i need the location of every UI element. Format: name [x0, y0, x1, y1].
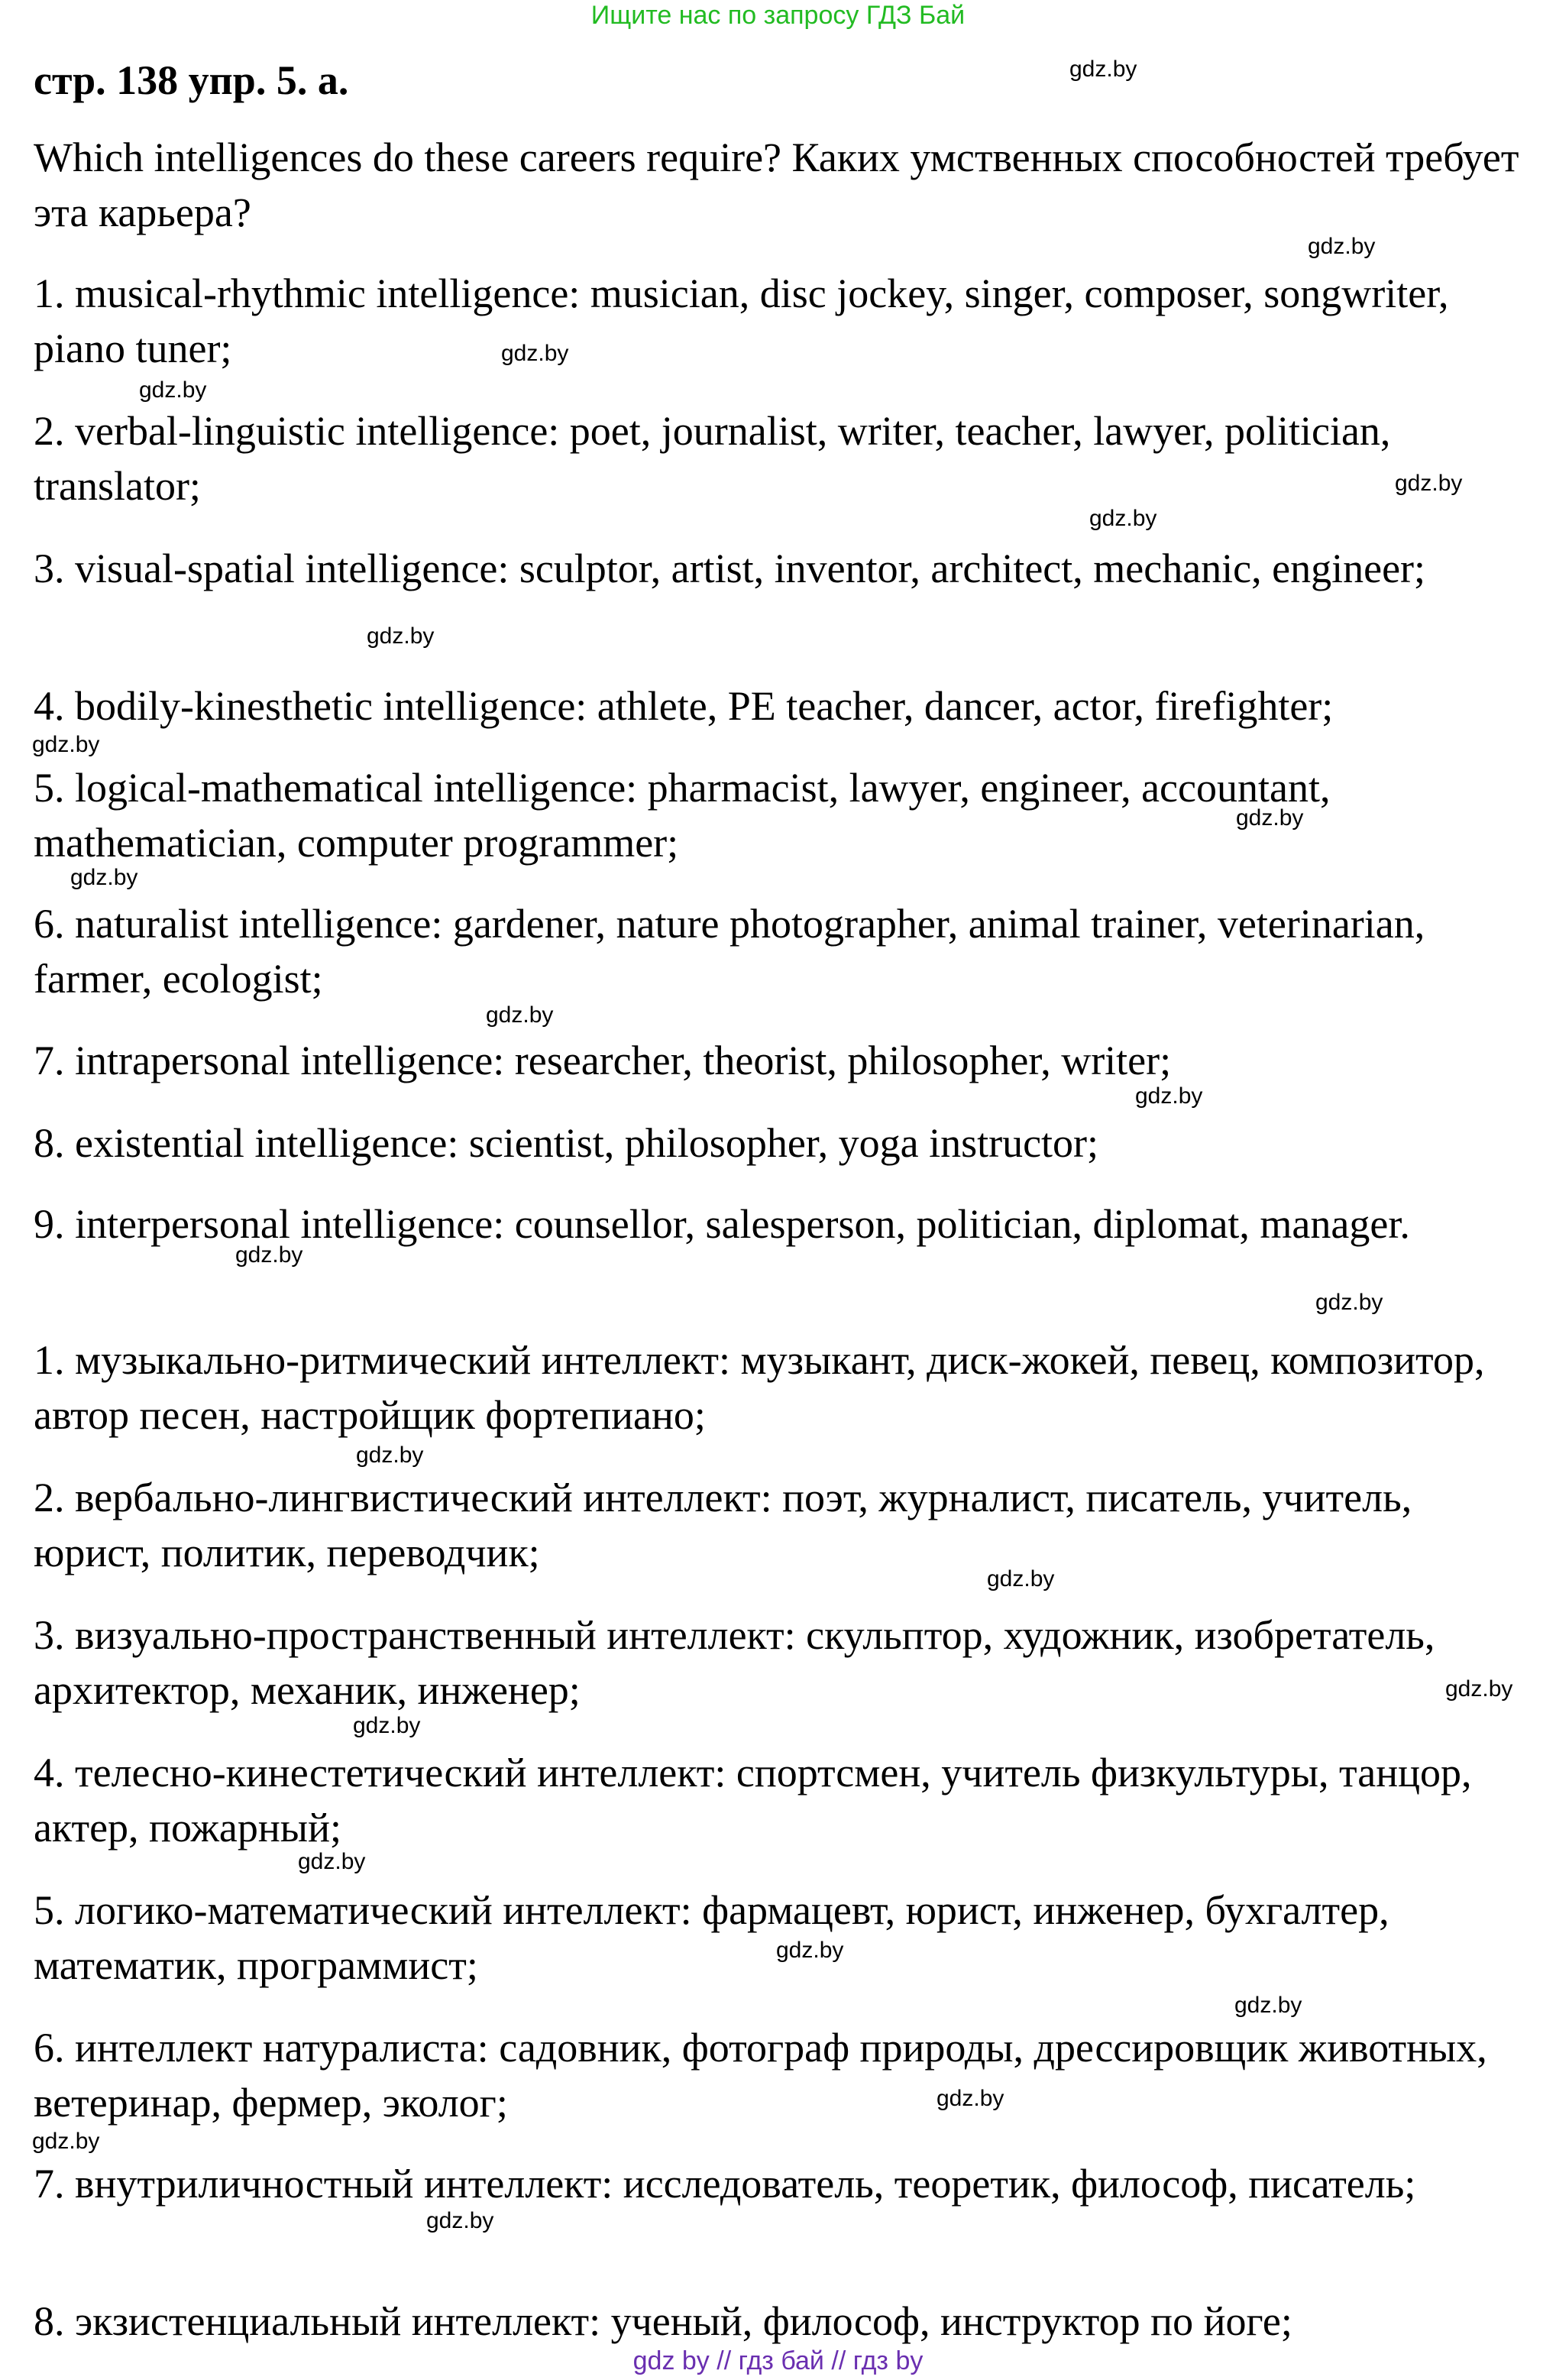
watermark: gdz.by: [1308, 234, 1376, 259]
watermark: gdz.by: [367, 623, 435, 649]
english-item-2: 2. verbal-linguistic intelligence: poet, journalist, writer, teacher, lawyer, politician, translator;: [34, 408, 1391, 509]
english-item-5: 5. logical-mathematical intelligence: pharmacist, lawyer, engineer, accountant, mathematician, computer programmer;: [34, 765, 1331, 866]
watermark: gdz.by: [1395, 471, 1463, 496]
english-item-3: 3. visual-spatial intelligence: sculptor, artist, inventor, architect, mechanic, engineer;: [34, 546, 1426, 591]
russian-item-2: 2. вербально-лингвистический интеллект: поэт, журналист, писатель, учитель, юрист, политик, переводчик;: [34, 1475, 1412, 1575]
russian-item-3: 3. визуально-пространственный интеллект: скульптор, художник, изобретатель, архитектор, механик, инженер;: [34, 1612, 1435, 1713]
russian-item-7: 7. внутриличностный интеллект: исследователь, теоретик, философ, писатель;: [34, 2161, 1416, 2207]
watermark: gdz.by: [776, 1938, 844, 1963]
watermark: gdz.by: [353, 1713, 421, 1738]
watermark: gdz.by: [70, 865, 138, 890]
russian-item-1: 1. музыкально-ритмический интеллект: музыкант, диск-жокей, певец, композитор, автор песен, настройщик фортепиано;: [34, 1337, 1485, 1438]
bottom-banner: gdz by // гдз бай // гдз by: [632, 2346, 924, 2375]
top-banner: Ищите нас по запросу ГДЗ Бай: [590, 1, 966, 30]
watermark: gdz.by: [1089, 506, 1157, 531]
watermark: gdz.by: [139, 377, 207, 403]
watermark: gdz.by: [937, 2086, 1004, 2111]
english-item-7: 7. intrapersonal intelligence: researcher, theorist, philosopher, writer;: [34, 1038, 1172, 1083]
english-item-9: 9. interpersonal intelligence: counsellor, salesperson, politician, diplomat, manager.: [34, 1201, 1410, 1247]
watermark: gdz.by: [298, 1849, 366, 1874]
watermark: gdz.by: [1069, 57, 1137, 82]
watermark: gdz.by: [235, 1242, 303, 1268]
page-heading: стр. 138 упр. 5. а.: [34, 57, 349, 103]
english-item-6: 6. naturalist intelligence: gardener, nature photographer, animal trainer, veterinarian, farmer, ecologist;: [34, 901, 1425, 1002]
intro-text: Which intelligences do these careers require? Каких умственных способностей требует эта карьера?: [34, 134, 1519, 235]
watermark: gdz.by: [356, 1443, 424, 1468]
russian-item-5: 5. логико-математический интеллект: фармацевт, юрист, инженер, бухгалтер, математик, программист;: [34, 1887, 1389, 1988]
watermark: gdz.by: [426, 2208, 494, 2233]
watermark: gdz.by: [987, 1566, 1055, 1592]
watermark: gdz.by: [1315, 1290, 1383, 1315]
watermark: gdz.by: [1445, 1676, 1513, 1702]
watermark: gdz.by: [1234, 1993, 1302, 2018]
russian-item-8: 8. экзистенциальный интеллект: ученый, философ, инструктор по йоге;: [34, 2298, 1292, 2344]
watermark: gdz.by: [32, 732, 100, 757]
russian-item-6: 6. интеллект натуралиста: садовник, фотограф природы, дрессировщик животных, ветеринар, фермер, эколог;: [34, 2025, 1487, 2126]
watermark: gdz.by: [1236, 805, 1304, 831]
english-item-4: 4. bodily-kinesthetic intelligence: athlete, PE teacher, dancer, actor, firefighter;: [34, 683, 1334, 729]
watermark: gdz.by: [486, 1002, 554, 1028]
english-item-1: 1. musical-rhythmic intelligence: musician, disc jockey, singer, composer, songwriter, piano tuner;: [34, 270, 1449, 371]
watermark: gdz.by: [501, 341, 569, 366]
watermark: gdz.by: [1135, 1083, 1203, 1109]
english-item-8: 8. existential intelligence: scientist, philosopher, yoga instructor;: [34, 1120, 1099, 1166]
russian-item-4: 4. телесно-кинестетический интеллект: спортсмен, учитель физкультуры, танцор, актер, пожарный;: [34, 1750, 1472, 1851]
watermark: gdz.by: [32, 2129, 100, 2154]
